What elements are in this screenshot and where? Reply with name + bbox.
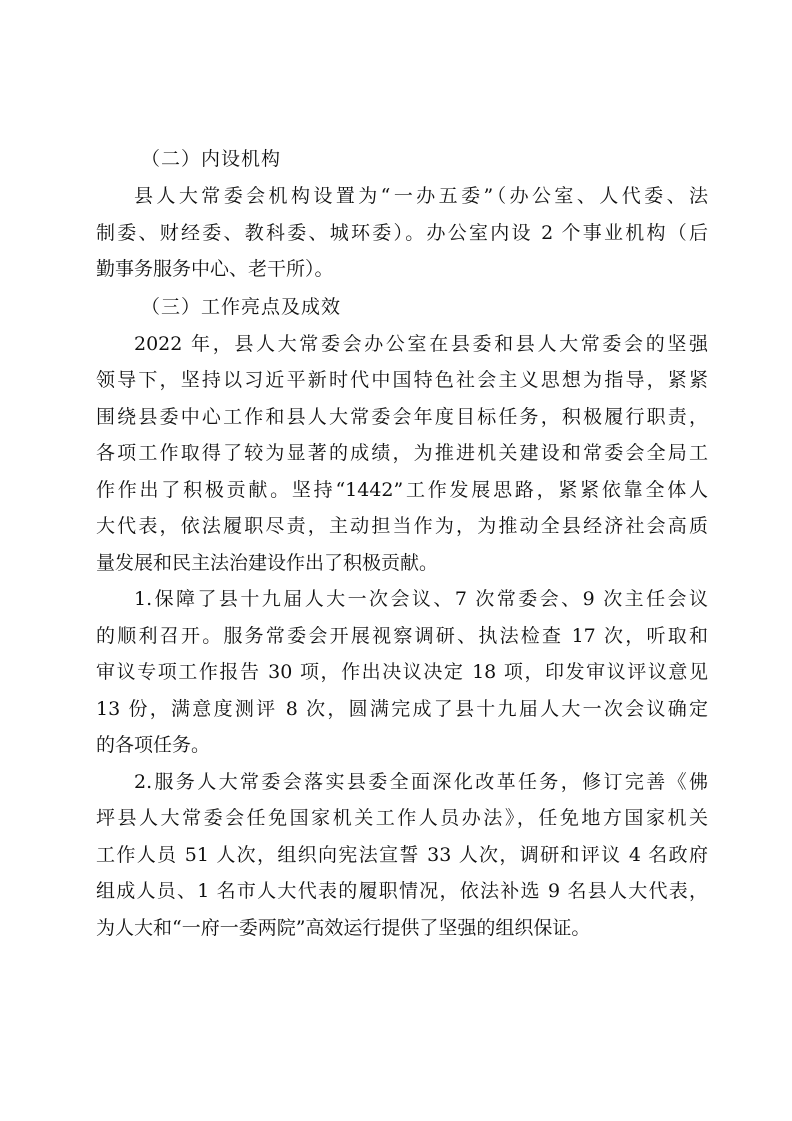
text-line: 2.服务人大常委会落实县委全面深化改革任务，修订完善《佛 bbox=[134, 770, 708, 793]
text-line: 县人大常委会机构设置为“一办五委”（办公室、人代委、法 bbox=[134, 185, 708, 207]
text-line: 各项工作取得了较为显著的成绩，为推进机关建设和常委会全局工 bbox=[96, 442, 708, 464]
text-line: 为人大和“一府一委两院”高效运行提供了坚强的组织保证。 bbox=[96, 916, 591, 939]
text-line: 围绕县委中心工作和县人大常委会年度目标任务，积极履行职责， bbox=[96, 405, 708, 428]
text-line: 的各项任务。 bbox=[96, 734, 211, 756]
text-line: 领导下，坚持以习近平新时代中国特色社会主义思想为指导，紧紧 bbox=[96, 369, 708, 391]
text-line: 作作出了积极贡献。坚持“1442”工作发展思路，紧紧依靠全体人 bbox=[96, 478, 708, 501]
section-heading-internal-structure: （二）内设机构 bbox=[141, 148, 282, 170]
paragraph-item-1 bbox=[96, 581, 708, 764]
document-body bbox=[96, 140, 708, 946]
text-line: 勤事务服务中心、老干所）。 bbox=[96, 258, 334, 280]
text-line: 量发展和民主法治建设作出了积极贡献。 bbox=[96, 551, 439, 574]
text-line: 审议专项工作报告 30 项，作出决议决定 18 项，印发审议评议意见 bbox=[96, 661, 708, 683]
text-line: 的顺利召开。服务常委会开展视察调研、执法检查 17 次，听取和 bbox=[96, 624, 708, 647]
section-heading-highlights: （三）工作亮点及成效 bbox=[141, 295, 342, 318]
text-line: 组成人员、1 名市人大代表的履职情况，依法补选 9 名县人大代表， bbox=[96, 880, 708, 902]
text-line: 制委、财经委、教科委、城环委）。办公室内设 2 个事业机构（后 bbox=[96, 221, 708, 244]
paragraph-item-2 bbox=[96, 764, 708, 947]
text-line: 1.保障了县十九届人大一次会议、7 次常委会、9 次主任会议 bbox=[134, 588, 708, 610]
paragraph-structure bbox=[96, 178, 708, 288]
text-line: 2022 年，县人大常委会办公室在县委和县人大常委会的坚强 bbox=[134, 332, 708, 355]
text-line: 13 份，满意度测评 8 次，圆满完成了县十九届人大一次会议确定 bbox=[96, 697, 708, 720]
text-line: 工作人员 51 人次，组织向宪法宣誓 33 人次，调研和评议 4 名政府 bbox=[96, 843, 708, 866]
paragraph-intro bbox=[96, 326, 708, 582]
text-line: 大代表，依法履职尽责，主动担当作为，为推动全县经济社会高质 bbox=[96, 515, 708, 537]
text-line: 坪县人大常委会任免国家机关工作人员办法》，任免地方国家机关 bbox=[96, 807, 708, 829]
